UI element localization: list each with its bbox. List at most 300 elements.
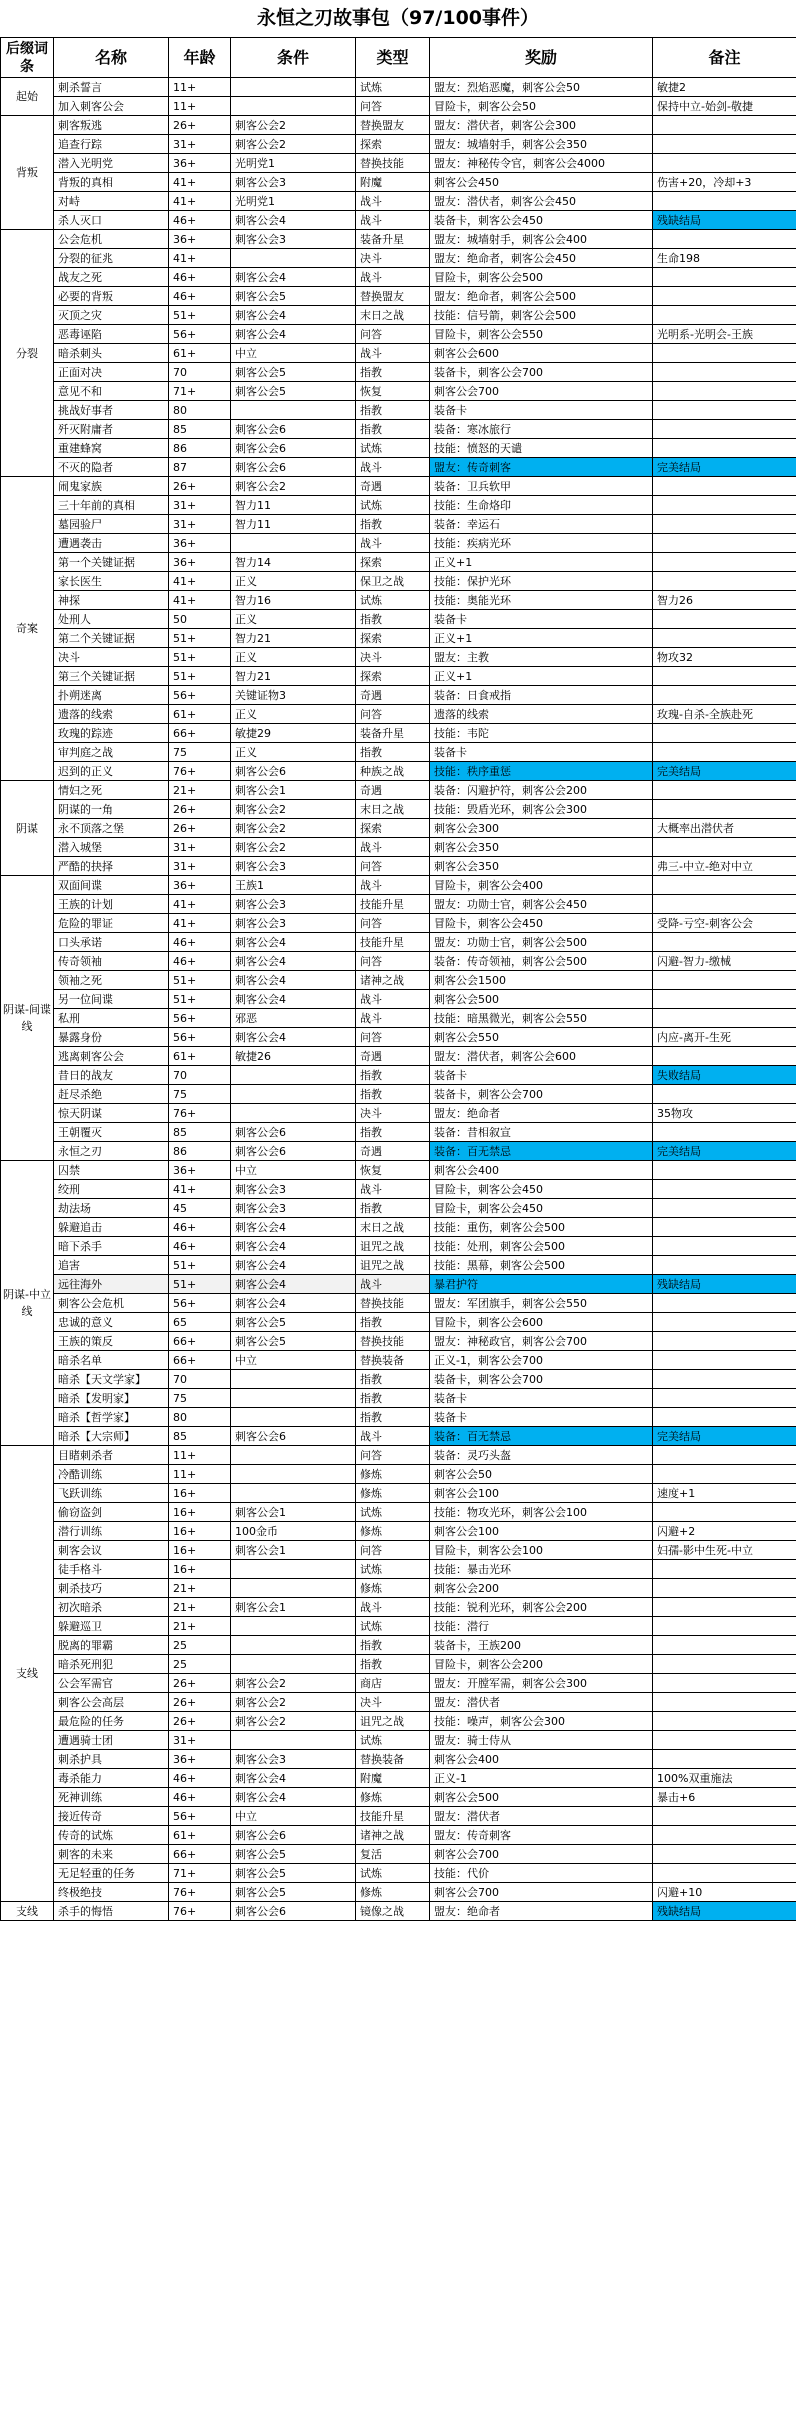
name-cell: 公会危机 — [54, 230, 169, 249]
condition-cell — [231, 1104, 356, 1123]
reward-cell: 装备卡 — [430, 401, 653, 420]
condition-cell: 正义 — [231, 572, 356, 591]
type-cell: 诅咒之战 — [356, 1712, 430, 1731]
condition-cell: 刺客公会3 — [231, 1180, 356, 1199]
reward-cell: 技能：韦陀 — [430, 724, 653, 743]
table-row — [1, 1142, 796, 1161]
reward-cell: 技能：潜行 — [430, 1617, 653, 1636]
name-cell: 刺客公会高层 — [54, 1693, 169, 1712]
table-row — [1, 990, 796, 1009]
reward-cell: 刺客公会1500 — [430, 971, 653, 990]
condition-cell — [231, 1066, 356, 1085]
reward-cell: 正义-1，刺客公会700 — [430, 1351, 653, 1370]
name-cell: 潜行训练 — [54, 1522, 169, 1541]
type-cell: 镜像之战 — [356, 1902, 430, 1921]
table-row — [1, 895, 796, 914]
table-row — [1, 819, 796, 838]
table-row — [1, 1180, 796, 1199]
age-cell: 31+ — [169, 838, 231, 857]
note-cell — [653, 1750, 796, 1769]
table-row — [1, 1294, 796, 1313]
type-cell: 决斗 — [356, 1104, 430, 1123]
note-cell — [653, 1009, 796, 1028]
reward-cell: 盟友：神秘政官，刺客公会700 — [430, 1332, 653, 1351]
type-cell: 诸神之战 — [356, 1826, 430, 1845]
table-row — [1, 534, 796, 553]
header-reward: 奖励 — [430, 38, 653, 78]
note-cell: 完美结局 — [653, 1427, 796, 1446]
table-row — [1, 325, 796, 344]
condition-cell — [231, 401, 356, 420]
age-cell: 16+ — [169, 1522, 231, 1541]
table-row — [1, 439, 796, 458]
condition-cell: 刺客公会5 — [231, 382, 356, 401]
name-cell: 重建蜂窝 — [54, 439, 169, 458]
age-cell: 56+ — [169, 1009, 231, 1028]
name-cell: 死神训练 — [54, 1788, 169, 1807]
age-cell: 70 — [169, 1066, 231, 1085]
name-cell: 潜入光明党 — [54, 154, 169, 173]
name-cell: 刺客叛逃 — [54, 116, 169, 135]
condition-cell: 刺客公会4 — [231, 306, 356, 325]
name-cell: 徒手格斗 — [54, 1560, 169, 1579]
name-cell: 危险的罪证 — [54, 914, 169, 933]
reward-cell: 盟友：传奇刺客 — [430, 1826, 653, 1845]
name-cell: 赶尽杀绝 — [54, 1085, 169, 1104]
name-cell: 处刑人 — [54, 610, 169, 629]
type-cell: 替换装备 — [356, 1750, 430, 1769]
condition-cell: 刺客公会4 — [231, 933, 356, 952]
name-cell: 神探 — [54, 591, 169, 610]
type-cell: 末日之战 — [356, 1218, 430, 1237]
table-row — [1, 306, 796, 325]
age-cell: 51+ — [169, 667, 231, 686]
condition-cell: 刺客公会3 — [231, 173, 356, 192]
reward-cell: 刺客公会600 — [430, 344, 653, 363]
condition-cell: 中立 — [231, 1161, 356, 1180]
reward-cell: 装备卡，刺客公会700 — [430, 1370, 653, 1389]
note-cell — [653, 1560, 796, 1579]
table-row — [1, 1522, 796, 1541]
note-cell — [653, 1826, 796, 1845]
condition-cell: 刺客公会4 — [231, 971, 356, 990]
age-cell: 36+ — [169, 553, 231, 572]
condition-cell: 刺客公会2 — [231, 800, 356, 819]
group-cell: 阴谋-中立线 — [1, 1161, 54, 1446]
type-cell: 指教 — [356, 1199, 430, 1218]
condition-cell: 刺客公会6 — [231, 1902, 356, 1921]
table-row — [1, 1256, 796, 1275]
name-cell: 刺客公会危机 — [54, 1294, 169, 1313]
name-cell: 严酷的抉择 — [54, 857, 169, 876]
note-cell — [653, 553, 796, 572]
table-row — [1, 838, 796, 857]
note-cell — [653, 1446, 796, 1465]
note-cell — [653, 1598, 796, 1617]
age-cell: 66+ — [169, 1332, 231, 1351]
reward-cell: 刺客公会400 — [430, 1750, 653, 1769]
reward-cell: 盟友：骑士侍从 — [430, 1731, 653, 1750]
table-row — [1, 515, 796, 534]
note-cell — [653, 990, 796, 1009]
reward-cell: 技能：保护光环 — [430, 572, 653, 591]
table-row — [1, 1864, 796, 1883]
note-cell — [653, 1579, 796, 1598]
reward-cell: 技能：疾病光环 — [430, 534, 653, 553]
age-cell: 25 — [169, 1655, 231, 1674]
table-row — [1, 1655, 796, 1674]
condition-cell: 敏捷26 — [231, 1047, 356, 1066]
reward-cell: 技能：暴击光环 — [430, 1560, 653, 1579]
name-cell: 远往海外 — [54, 1275, 169, 1294]
age-cell: 16+ — [169, 1503, 231, 1522]
reward-cell: 冒险卡，刺客公会50 — [430, 97, 653, 116]
type-cell: 试炼 — [356, 496, 430, 515]
reward-cell: 刺客公会350 — [430, 838, 653, 857]
reward-cell: 刺客公会700 — [430, 1883, 653, 1902]
condition-cell: 刺客公会4 — [231, 211, 356, 230]
note-cell — [653, 1807, 796, 1826]
name-cell: 脱离的罪霸 — [54, 1636, 169, 1655]
note-cell — [653, 116, 796, 135]
type-cell: 商店 — [356, 1674, 430, 1693]
type-cell: 指教 — [356, 515, 430, 534]
age-cell: 80 — [169, 1408, 231, 1427]
type-cell: 恢复 — [356, 1161, 430, 1180]
condition-cell — [231, 1389, 356, 1408]
note-cell — [653, 477, 796, 496]
reward-cell: 刺客公会700 — [430, 1845, 653, 1864]
type-cell: 奇遇 — [356, 1047, 430, 1066]
age-cell: 16+ — [169, 1541, 231, 1560]
type-cell: 探索 — [356, 819, 430, 838]
age-cell: 85 — [169, 420, 231, 439]
table-row — [1, 667, 796, 686]
reward-cell: 冒险卡，刺客公会550 — [430, 325, 653, 344]
age-cell: 51+ — [169, 1256, 231, 1275]
name-cell: 第二个关键证据 — [54, 629, 169, 648]
name-cell: 恶毒诬陷 — [54, 325, 169, 344]
age-cell: 36+ — [169, 1161, 231, 1180]
type-cell: 指教 — [356, 1313, 430, 1332]
type-cell: 保卫之战 — [356, 572, 430, 591]
age-cell: 76+ — [169, 762, 231, 781]
condition-cell: 刺客公会3 — [231, 857, 356, 876]
name-cell: 暗下杀手 — [54, 1237, 169, 1256]
reward-cell: 装备卡，刺客公会700 — [430, 1085, 653, 1104]
condition-cell: 刺客公会5 — [231, 1883, 356, 1902]
condition-cell: 刺客公会1 — [231, 1541, 356, 1560]
name-cell: 墓园验尸 — [54, 515, 169, 534]
type-cell: 指教 — [356, 1123, 430, 1142]
note-cell: 保持中立-始剑-敬捷 — [653, 97, 796, 116]
type-cell: 战斗 — [356, 534, 430, 553]
type-cell: 问答 — [356, 952, 430, 971]
name-cell: 终极绝技 — [54, 1883, 169, 1902]
condition-cell — [231, 1370, 356, 1389]
condition-cell: 刺客公会5 — [231, 1332, 356, 1351]
type-cell: 指教 — [356, 1636, 430, 1655]
reward-cell: 冒险卡，刺客公会200 — [430, 1655, 653, 1674]
note-cell — [653, 306, 796, 325]
type-cell: 战斗 — [356, 990, 430, 1009]
name-cell: 追查行踪 — [54, 135, 169, 154]
name-cell: 惊天阴谋 — [54, 1104, 169, 1123]
reward-cell: 装备：闪避护符，刺客公会200 — [430, 781, 653, 800]
reward-cell: 正义+1 — [430, 667, 653, 686]
condition-cell: 中立 — [231, 344, 356, 363]
age-cell: 16+ — [169, 1484, 231, 1503]
name-cell: 昔日的战友 — [54, 1066, 169, 1085]
reward-cell: 刺客公会300 — [430, 819, 653, 838]
type-cell: 技能升星 — [356, 1807, 430, 1826]
note-cell — [653, 1655, 796, 1674]
type-cell: 试炼 — [356, 1864, 430, 1883]
note-cell — [653, 1332, 796, 1351]
age-cell: 26+ — [169, 800, 231, 819]
age-cell: 31+ — [169, 515, 231, 534]
age-cell: 46+ — [169, 211, 231, 230]
note-cell: 受降-亏空-刺客公会 — [653, 914, 796, 933]
age-cell: 21+ — [169, 1617, 231, 1636]
condition-cell: 刺客公会2 — [231, 838, 356, 857]
type-cell: 指教 — [356, 1655, 430, 1674]
age-cell: 46+ — [169, 268, 231, 287]
type-cell: 奇遇 — [356, 781, 430, 800]
reward-cell: 技能：毁盾光环，刺客公会300 — [430, 800, 653, 819]
note-cell — [653, 401, 796, 420]
condition-cell: 刺客公会2 — [231, 135, 356, 154]
note-cell — [653, 382, 796, 401]
name-cell: 背叛的真相 — [54, 173, 169, 192]
note-cell — [653, 1313, 796, 1332]
reward-cell: 正义+1 — [430, 629, 653, 648]
condition-cell: 刺客公会1 — [231, 1598, 356, 1617]
note-cell — [653, 629, 796, 648]
type-cell: 诅咒之战 — [356, 1237, 430, 1256]
age-cell: 21+ — [169, 1579, 231, 1598]
condition-cell: 王族1 — [231, 876, 356, 895]
age-cell: 21+ — [169, 781, 231, 800]
condition-cell: 刺客公会2 — [231, 1712, 356, 1731]
age-cell: 80 — [169, 401, 231, 420]
note-cell — [653, 1161, 796, 1180]
name-cell: 飞跃训练 — [54, 1484, 169, 1503]
type-cell: 战斗 — [356, 344, 430, 363]
age-cell: 36+ — [169, 1750, 231, 1769]
name-cell: 永恒之刃 — [54, 1142, 169, 1161]
type-cell: 试炼 — [356, 1560, 430, 1579]
condition-cell: 刺客公会6 — [231, 420, 356, 439]
table-row — [1, 1731, 796, 1750]
reward-cell: 技能：重伤，刺客公会500 — [430, 1218, 653, 1237]
condition-cell: 刺客公会6 — [231, 439, 356, 458]
type-cell: 指教 — [356, 1066, 430, 1085]
name-cell: 暴露身份 — [54, 1028, 169, 1047]
reward-cell: 技能：锐利光环，刺客公会200 — [430, 1598, 653, 1617]
name-cell: 歼灭附庸者 — [54, 420, 169, 439]
name-cell: 阴谋的一角 — [54, 800, 169, 819]
type-cell: 替换技能 — [356, 1294, 430, 1313]
reward-cell: 技能：奥能光环 — [430, 591, 653, 610]
note-cell — [653, 363, 796, 382]
name-cell: 挑战好事者 — [54, 401, 169, 420]
age-cell: 46+ — [169, 1788, 231, 1807]
type-cell: 战斗 — [356, 192, 430, 211]
note-cell — [653, 876, 796, 895]
reward-cell: 装备卡，刺客公会450 — [430, 211, 653, 230]
name-cell: 无足轻重的任务 — [54, 1864, 169, 1883]
reward-cell: 装备卡 — [430, 743, 653, 762]
note-cell: 完美结局 — [653, 458, 796, 477]
note-cell — [653, 1674, 796, 1693]
type-cell: 问答 — [356, 857, 430, 876]
name-cell: 暗杀【大宗师】 — [54, 1427, 169, 1446]
group-cell: 奇案 — [1, 477, 54, 781]
reward-cell: 冒险卡，刺客公会100 — [430, 1541, 653, 1560]
age-cell: 11+ — [169, 1465, 231, 1484]
type-cell: 指教 — [356, 363, 430, 382]
header-row — [1, 38, 796, 78]
age-cell: 70 — [169, 1370, 231, 1389]
condition-cell: 智力21 — [231, 629, 356, 648]
table-row — [1, 1085, 796, 1104]
reward-cell: 盟友：功勋士官，刺客公会500 — [430, 933, 653, 952]
name-cell: 囚禁 — [54, 1161, 169, 1180]
reward-cell: 技能：黑幕，刺客公会500 — [430, 1256, 653, 1275]
table-row — [1, 1028, 796, 1047]
type-cell: 决斗 — [356, 249, 430, 268]
note-cell — [653, 1864, 796, 1883]
group-cell: 背叛 — [1, 116, 54, 230]
age-cell: 36+ — [169, 230, 231, 249]
reward-cell: 盟友：城墙射手，刺客公会400 — [430, 230, 653, 249]
note-cell — [653, 895, 796, 914]
type-cell: 战斗 — [356, 876, 430, 895]
type-cell: 诸神之战 — [356, 971, 430, 990]
condition-cell — [231, 78, 356, 97]
name-cell: 扑朔迷离 — [54, 686, 169, 705]
type-cell: 替换装备 — [356, 1351, 430, 1370]
group-cell: 分裂 — [1, 230, 54, 477]
condition-cell: 关键证物3 — [231, 686, 356, 705]
age-cell: 51+ — [169, 629, 231, 648]
table-row — [1, 401, 796, 420]
note-cell: 残缺结局 — [653, 1902, 796, 1921]
name-cell: 遭遇骑士团 — [54, 1731, 169, 1750]
table-row — [1, 1009, 796, 1028]
note-cell — [653, 268, 796, 287]
name-cell: 王族的计划 — [54, 895, 169, 914]
type-cell: 试炼 — [356, 1503, 430, 1522]
table-row — [1, 629, 796, 648]
reward-cell: 盟友：绝命者 — [430, 1902, 653, 1921]
age-cell: 51+ — [169, 990, 231, 1009]
name-cell: 接近传奇 — [54, 1807, 169, 1826]
reward-cell: 装备卡，刺客公会700 — [430, 363, 653, 382]
reward-cell: 装备：百无禁忌 — [430, 1142, 653, 1161]
condition-cell: 正义 — [231, 743, 356, 762]
type-cell: 问答 — [356, 705, 430, 724]
reward-cell: 装备：卫兵软甲 — [430, 477, 653, 496]
condition-cell: 刺客公会6 — [231, 762, 356, 781]
table-row — [1, 724, 796, 743]
age-cell: 45 — [169, 1199, 231, 1218]
reward-cell: 盟友：功勋士官，刺客公会450 — [430, 895, 653, 914]
age-cell: 71+ — [169, 1864, 231, 1883]
name-cell: 暗杀【哲学家】 — [54, 1408, 169, 1427]
reward-cell: 盟友：烈焰恶魔，刺客公会50 — [430, 78, 653, 97]
condition-cell: 刺客公会6 — [231, 1826, 356, 1845]
table-row — [1, 1769, 796, 1788]
condition-cell: 刺客公会3 — [231, 1750, 356, 1769]
name-cell: 对峙 — [54, 192, 169, 211]
age-cell: 75 — [169, 1389, 231, 1408]
reward-cell: 技能：处刑，刺客公会500 — [430, 1237, 653, 1256]
type-cell: 诅咒之战 — [356, 1256, 430, 1275]
age-cell: 75 — [169, 743, 231, 762]
name-cell: 潜入城堡 — [54, 838, 169, 857]
name-cell: 审判庭之战 — [54, 743, 169, 762]
table-row — [1, 1674, 796, 1693]
condition-cell: 智力16 — [231, 591, 356, 610]
age-cell: 51+ — [169, 1275, 231, 1294]
type-cell: 装备升星 — [356, 724, 430, 743]
condition-cell: 刺客公会4 — [231, 990, 356, 1009]
table-row — [1, 496, 796, 515]
type-cell: 试炼 — [356, 439, 430, 458]
condition-cell — [231, 249, 356, 268]
age-cell: 41+ — [169, 591, 231, 610]
condition-cell: 刺客公会4 — [231, 1294, 356, 1313]
reward-cell: 装备：幸运石 — [430, 515, 653, 534]
name-cell: 迟到的正义 — [54, 762, 169, 781]
table-row — [1, 971, 796, 990]
age-cell: 31+ — [169, 135, 231, 154]
note-cell — [653, 1256, 796, 1275]
table-body — [1, 78, 796, 1921]
condition-cell: 刺客公会2 — [231, 1674, 356, 1693]
age-cell: 11+ — [169, 1446, 231, 1465]
age-cell: 61+ — [169, 705, 231, 724]
table-row — [1, 1408, 796, 1427]
age-cell: 46+ — [169, 1237, 231, 1256]
name-cell: 王朝覆灭 — [54, 1123, 169, 1142]
condition-cell — [231, 534, 356, 553]
name-cell: 暗杀死刑犯 — [54, 1655, 169, 1674]
type-cell: 战斗 — [356, 268, 430, 287]
type-cell: 战斗 — [356, 458, 430, 477]
name-cell: 第一个关键证据 — [54, 553, 169, 572]
condition-cell: 正义 — [231, 648, 356, 667]
condition-cell: 刺客公会4 — [231, 1769, 356, 1788]
condition-cell — [231, 1484, 356, 1503]
reward-cell: 技能：噪声，刺客公会300 — [430, 1712, 653, 1731]
reward-cell: 装备：日食戒指 — [430, 686, 653, 705]
note-cell — [653, 420, 796, 439]
table-row — [1, 1826, 796, 1845]
age-cell: 75 — [169, 1085, 231, 1104]
type-cell: 试炼 — [356, 591, 430, 610]
reward-cell: 盟友：主教 — [430, 648, 653, 667]
note-cell — [653, 838, 796, 857]
header-suffix: 后缀词条 — [1, 38, 54, 78]
table-row — [1, 1161, 796, 1180]
table-row — [1, 1598, 796, 1617]
type-cell: 战斗 — [356, 1598, 430, 1617]
age-cell: 41+ — [169, 895, 231, 914]
note-cell — [653, 667, 796, 686]
